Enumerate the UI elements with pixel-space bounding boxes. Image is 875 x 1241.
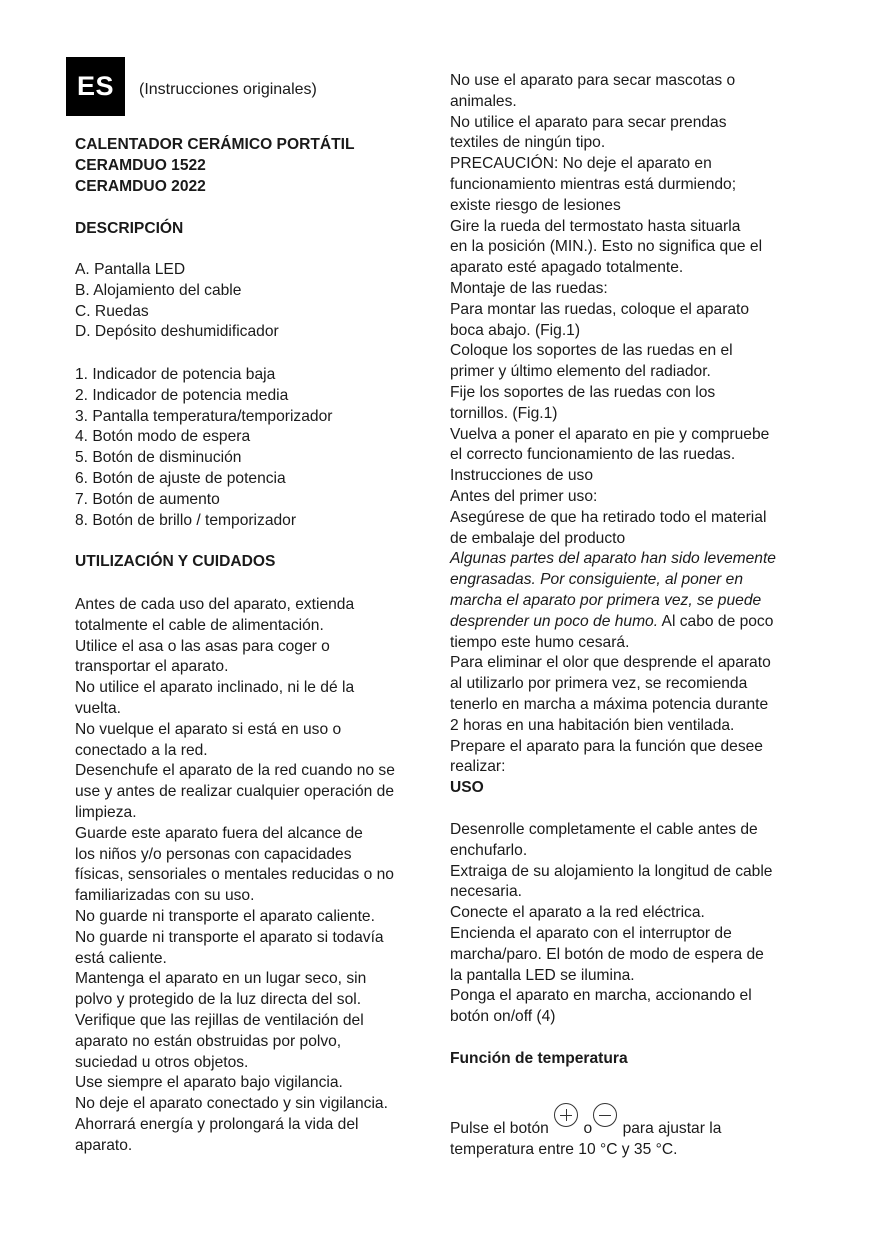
- description-heading: DESCRIPCIÓN: [75, 220, 184, 237]
- list-item: B. Alojamiento del cable: [75, 281, 242, 299]
- text-line: No vuelque el aparato si está en uso o: [75, 720, 342, 738]
- mixed-line: [450, 612, 805, 633]
- text-line: textiles de ningún tipo.: [450, 134, 606, 152]
- text-line: tornillos. (Fig.1): [450, 404, 558, 422]
- normal-fragment: Al cabo de poco: [658, 612, 774, 630]
- text-line: Antes del primer uso:: [450, 487, 598, 505]
- text-line: físicas, sensoriales o mentales reducidas o no: [75, 866, 394, 884]
- text-line: marcha/paro. El botón de modo de espera de: [450, 945, 764, 963]
- usage-heading: UTILIZACIÓN Y CUIDADOS: [75, 553, 276, 570]
- product-title: [75, 135, 425, 197]
- text-line: al utilizarlo por primera vez, se recomienda: [450, 675, 748, 693]
- text-line: en la posición (MIN.). Esto no significa que el: [450, 238, 763, 256]
- text-line: realizar:: [450, 758, 506, 776]
- text-line: Ahorrará energía y prolongará la vida del: [75, 1115, 359, 1133]
- list-item: 8. Botón de brillo / temporizador: [75, 511, 297, 529]
- uso-heading: USO: [450, 779, 484, 797]
- text-line: Instrucciones de uso: [450, 467, 594, 485]
- text-line: No use el aparato para secar mascotas o: [450, 72, 736, 89]
- text-line: de embalaje del producto: [450, 529, 626, 547]
- text-line: No guarde ni transporte el aparato caliente.: [75, 907, 375, 925]
- italic-line: Algunas partes del aparato han sido levemente: [450, 550, 776, 568]
- title-line: CALENTADOR CERÁMICO PORTÁTIL: [75, 136, 355, 153]
- text-line: transportar el aparato.: [75, 658, 229, 676]
- text-line: está caliente.: [75, 949, 167, 967]
- text-line: la pantalla LED se ilumina.: [450, 966, 635, 984]
- italic-line: marcha el aparato por primera vez, se puede: [450, 591, 762, 609]
- text-line: limpieza.: [75, 803, 137, 821]
- temperature-heading: Función de temperatura: [450, 1050, 628, 1067]
- text-line: boca abajo. (Fig.1): [450, 321, 581, 339]
- usage-text: [75, 595, 425, 1157]
- text-line: No utilice el aparato inclinado, ni le dé la: [75, 679, 355, 697]
- list-item: 5. Botón de disminución: [75, 449, 242, 467]
- text-line: totalmente el cable de alimentación.: [75, 616, 324, 634]
- right-text: [450, 71, 805, 799]
- list-item: 4. Botón modo de espera: [75, 428, 251, 446]
- text-line: aparato esté apagado totalmente.: [450, 259, 684, 277]
- list-item: C. Ruedas: [75, 302, 149, 320]
- text-line: Para eliminar el olor que desprende el aparato: [450, 654, 771, 672]
- text-line: botón on/off (4): [450, 1008, 556, 1026]
- text-line: Verifique que las rejillas de ventilación del: [75, 1011, 364, 1029]
- uso-text: [450, 820, 805, 1028]
- text-line: Encienda el aparato con el interruptor de: [450, 924, 732, 942]
- parts-list: [75, 260, 425, 343]
- list-item: 1. Indicador de potencia baja: [75, 366, 276, 383]
- language-badge: ES: [66, 57, 125, 116]
- italic-fragment: desprender un poco de humo.: [450, 612, 659, 630]
- text-line: No utilice el aparato para secar prendas: [450, 113, 727, 131]
- list-item: D. Depósito deshumidificador: [75, 323, 279, 341]
- list-item: 3. Pantalla temperatura/temporizador: [75, 407, 333, 425]
- text-line: enchufarlo.: [450, 841, 528, 859]
- text-line: Utilice el asa o las asas para coger o: [75, 637, 330, 655]
- text-line: tiempo este humo cesará.: [450, 633, 630, 651]
- text-line: suciedad u otros objetos.: [75, 1053, 249, 1071]
- text-line: PRECAUCIÓN: No deje el aparato en: [450, 155, 712, 173]
- text-line: Extraiga de su alojamiento la longitud de cable: [450, 862, 773, 880]
- text-line: Guarde este aparato fuera del alcance de: [75, 824, 363, 842]
- temperature-text: [450, 1112, 805, 1161]
- controls-list: [75, 365, 425, 531]
- italic-line: engrasadas. Por consiguiente, al poner en: [450, 571, 744, 589]
- minus-circle-icon: [593, 1103, 617, 1127]
- text-line: conectado a la red.: [75, 741, 208, 759]
- text-line: No deje el aparato conectado y sin vigilancia.: [75, 1095, 388, 1113]
- text-line: animales.: [450, 92, 517, 110]
- text-line: existe riesgo de lesiones: [450, 196, 621, 214]
- text-line: Conecte el aparato a la red eléctrica.: [450, 904, 705, 922]
- text-line: polvo y protegido de la luz directa del sol.: [75, 991, 362, 1009]
- title-line: CERAMDUO 2022: [75, 177, 206, 195]
- text-line: familiarizadas con su uso.: [75, 887, 255, 905]
- text-line: Vuelva a poner el aparato en pie y compruebe: [450, 425, 770, 443]
- temp-or-text: o: [583, 1120, 593, 1137]
- text-line: Coloque los soportes de las ruedas en el: [450, 342, 733, 360]
- temp-post-text: para ajustar la: [622, 1120, 722, 1137]
- list-item: 7. Botón de aumento: [75, 490, 220, 508]
- plus-circle-icon: [554, 1103, 578, 1127]
- text-line: primer y último elemento del radiador.: [450, 363, 711, 381]
- text-line: aparato no están obstruidas por polvo,: [75, 1032, 342, 1050]
- text-line: Para montar las ruedas, coloque el aparato: [450, 300, 750, 318]
- text-line: Asegúrese de que ha retirado todo el material: [450, 508, 767, 526]
- text-line: vuelta.: [75, 699, 121, 717]
- text-line: Desenchufe el aparato de la red cuando no se: [75, 762, 395, 780]
- text-line: tenerlo en marcha a máxima potencia durante: [450, 695, 769, 713]
- temp-pre-text: Pulse el botón: [450, 1120, 549, 1137]
- text-line: use y antes de realizar cualquier operación de: [75, 783, 395, 801]
- list-item: A. Pantalla LED: [75, 261, 186, 278]
- original-instructions-note: (Instrucciones originales): [139, 81, 317, 98]
- text-line: necesaria.: [450, 883, 522, 901]
- list-item: 2. Indicador de potencia media: [75, 386, 289, 404]
- text-line: Gire la rueda del termostato hasta situarla: [450, 217, 741, 235]
- text-line: Ponga el aparato en marcha, accionando el: [450, 987, 752, 1005]
- text-line: Montaje de las ruedas:: [450, 279, 608, 297]
- text-line: Desenrolle completamente el cable antes de: [450, 821, 758, 838]
- text-line: funcionamiento mientras está durmiendo;: [450, 175, 737, 193]
- text-line: Use siempre el aparato bajo vigilancia.: [75, 1074, 343, 1092]
- list-item: 6. Botón de ajuste de potencia: [75, 469, 286, 487]
- text-line: Mantenga el aparato en un lugar seco, sin: [75, 970, 367, 988]
- text-line: el correcto funcionamiento de las ruedas.: [450, 446, 736, 464]
- text-line: Fije los soportes de las ruedas con los: [450, 383, 716, 401]
- text-line: aparato.: [75, 1136, 133, 1154]
- text-line: los niños y/o personas con capacidades: [75, 845, 352, 863]
- text-line: 2 horas en una habitación bien ventilada.: [450, 716, 735, 734]
- temperature-line: [450, 1112, 805, 1140]
- text-line: No guarde ni transporte el aparato si todavía: [75, 928, 384, 946]
- text-line: Antes de cada uso del aparato, extienda: [75, 596, 355, 613]
- text-line: Prepare el aparato para la función que desee: [450, 737, 763, 755]
- text-line: temperatura entre 10 °C y 35 °C.: [450, 1140, 678, 1158]
- title-line: CERAMDUO 1522: [75, 156, 206, 174]
